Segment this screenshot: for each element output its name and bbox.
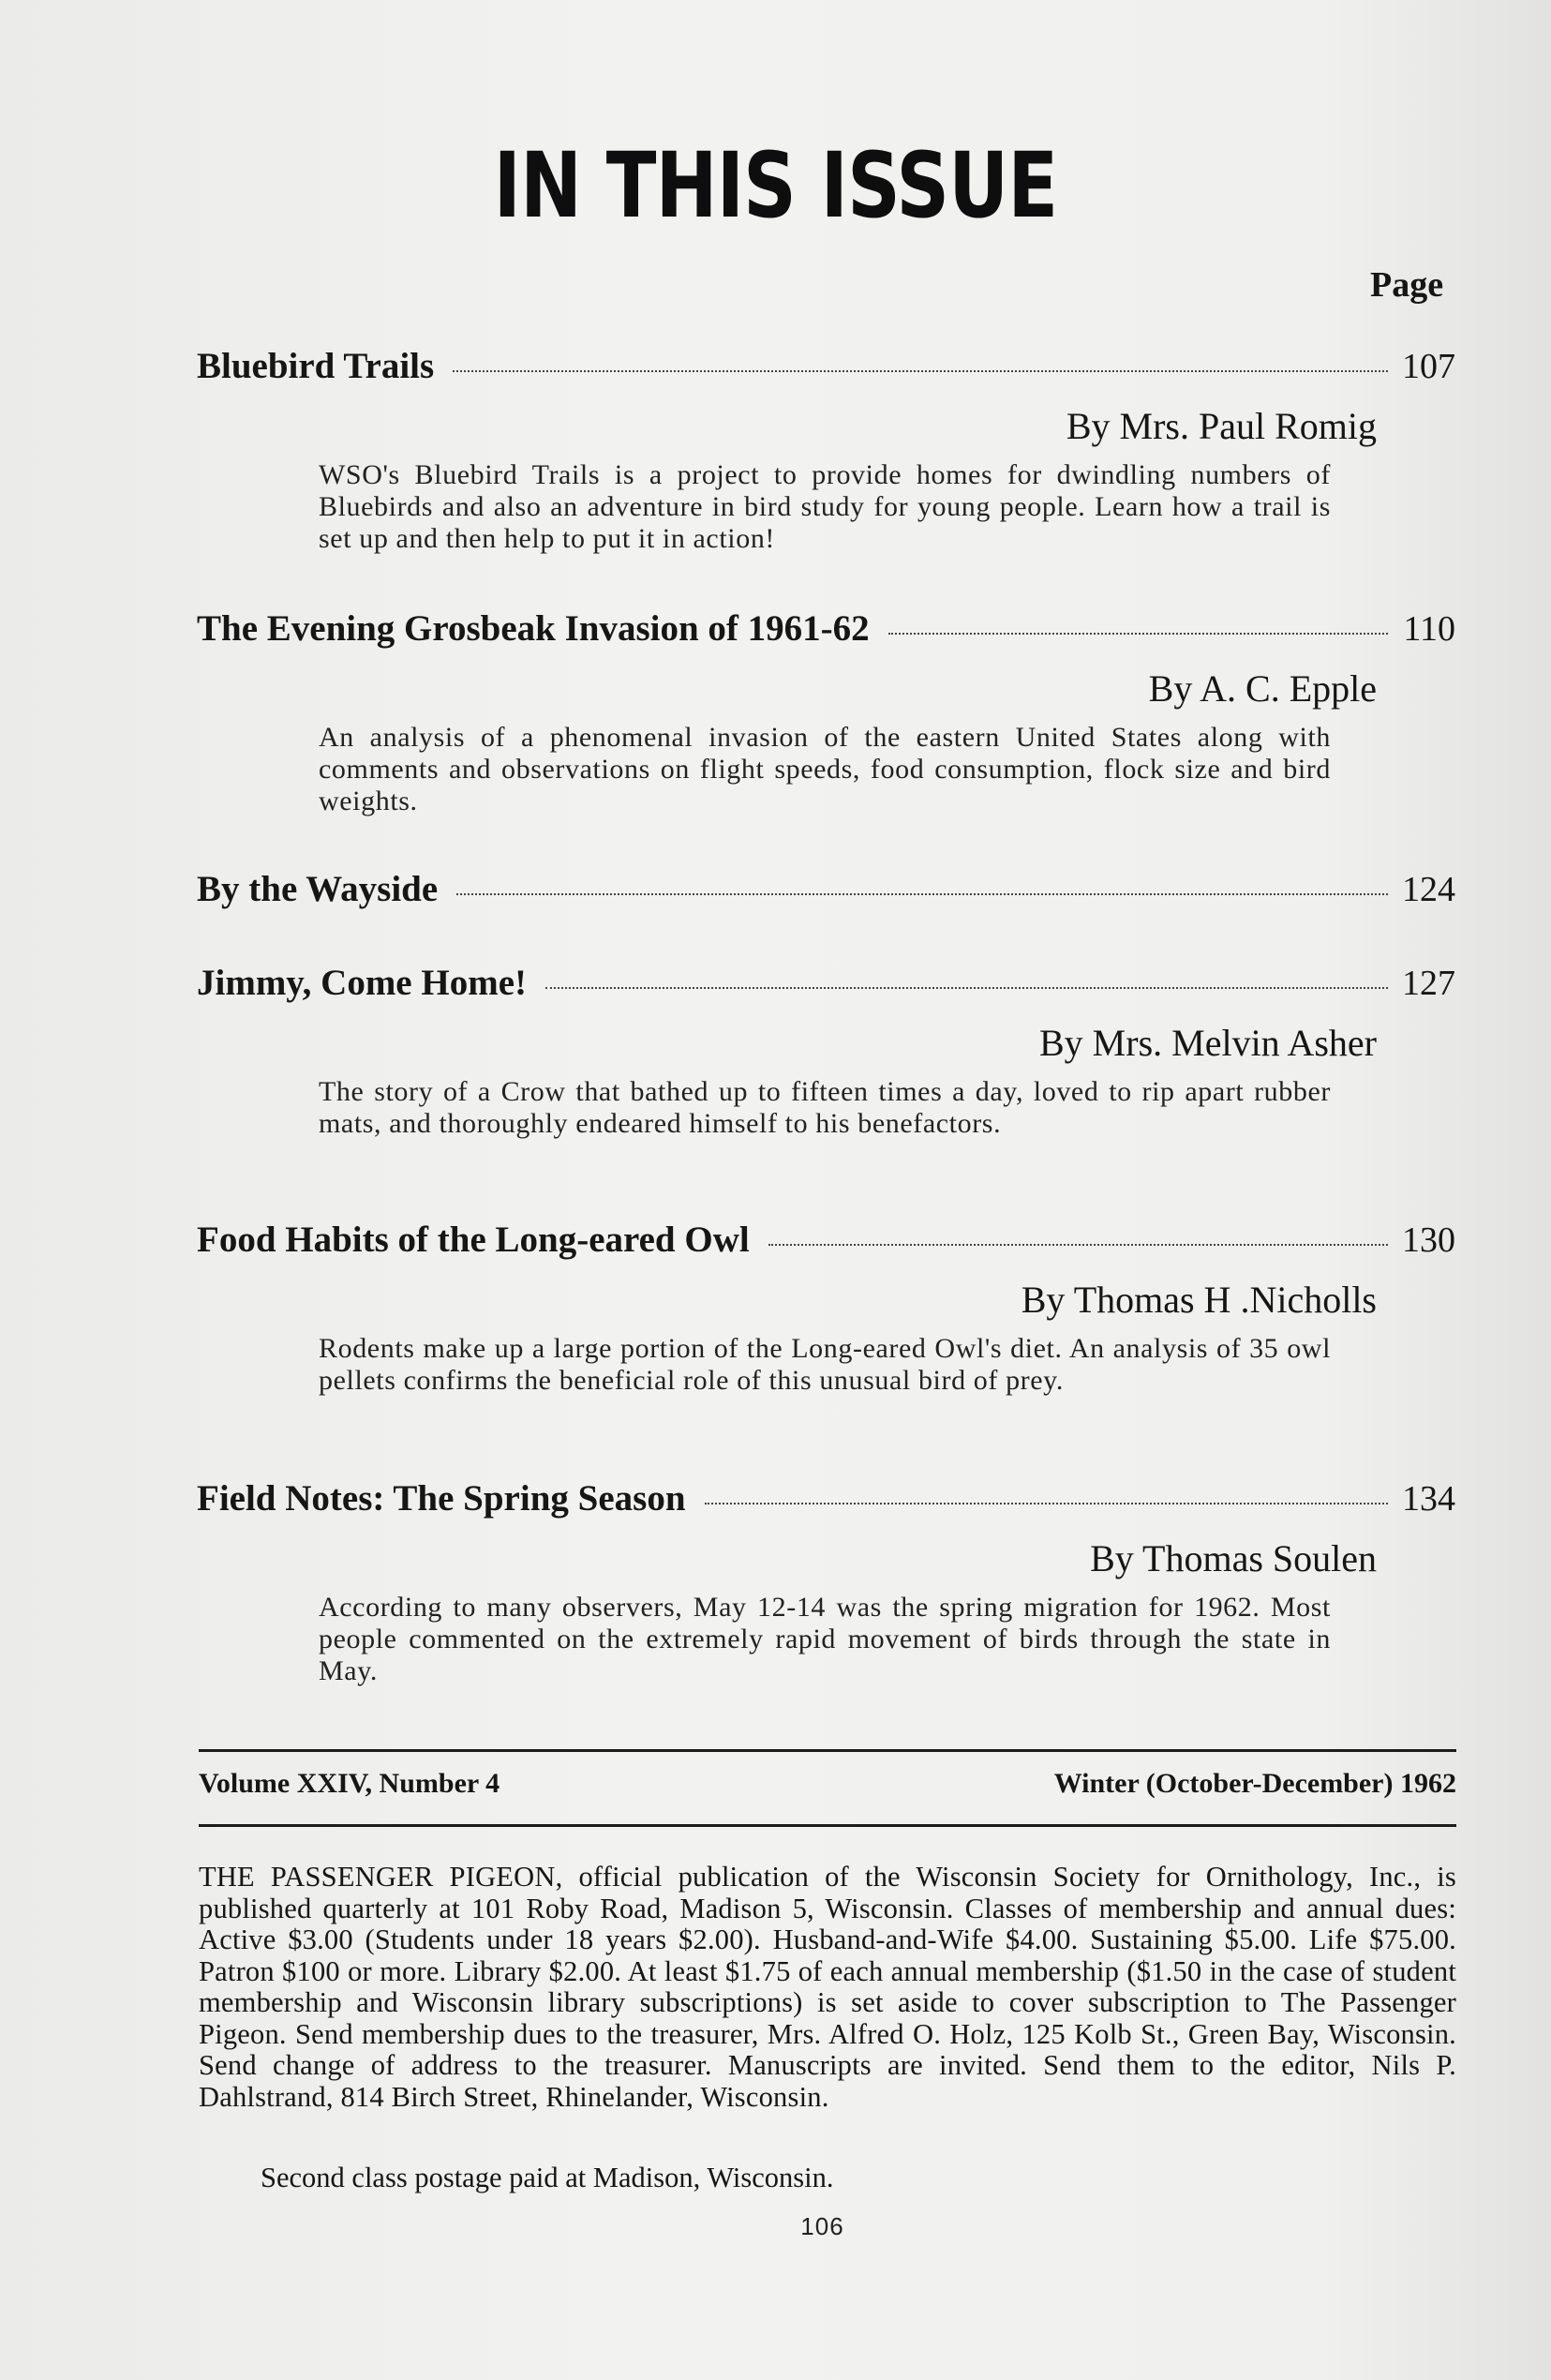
toc-line	[197, 1477, 1455, 1524]
toc-description: An analysis of a phenomenal invasion of the eastern United States along with comments and observations on flight speeds, food consumption, flock size and bird weights.	[319, 722, 1331, 816]
page-number: 106	[800, 2212, 844, 2240]
rule-bottom	[199, 1824, 1456, 1827]
dot-leader	[453, 370, 1388, 372]
toc-title[interactable]: Food Habits of the Long-eared Owl	[197, 1220, 750, 1260]
toc-description: The story of a Crow that bathed up to fifteen times a day, loved to rip apart rubber mats, and thoroughly endeared himself to his benefactors.	[319, 1076, 1331, 1139]
toc-entry-evening-grosbeak[interactable]	[197, 607, 1455, 817]
toc-page-number: 107	[1402, 347, 1455, 386]
toc-page-number: 127	[1402, 964, 1455, 1003]
toc-line	[197, 1219, 1455, 1265]
postage-note: Second class postage paid at Madison, Wisconsin.	[261, 2162, 834, 2193]
toc-author: By A. C. Epple	[1148, 667, 1377, 710]
toc-title[interactable]: Jimmy, Come Home!	[197, 963, 527, 1003]
page-title: IN THIS ISSUE	[493, 133, 1058, 238]
dot-leader	[705, 1503, 1388, 1504]
toc-entry-field-notes[interactable]	[197, 1477, 1455, 1687]
toc-title[interactable]: By the Wayside	[197, 869, 439, 909]
page-column-label: Page	[1370, 265, 1444, 305]
toc-author: By Mrs. Melvin Asher	[1039, 1022, 1377, 1064]
toc-description: WSO's Bluebird Trails is a project to provide homes for dwindling numbers of Bluebirds and also an adventure in bird study for young people. Learn how a trail is set up and then help to put it in action!	[319, 459, 1331, 554]
volume-number: Volume XXIV, Number 4	[199, 1768, 500, 1799]
toc-description: Rodents make up a large portion of the Long-eared Owl's diet. An analysis of 35 owl pellets confirms the beneficial role of this unusual bird of prey.	[319, 1333, 1331, 1396]
issue-season: Winter (October-December) 1962	[1053, 1768, 1456, 1799]
toc-entry-by-the-wayside[interactable]	[197, 868, 1455, 915]
toc-page-number: 130	[1402, 1220, 1455, 1260]
dot-leader	[545, 987, 1388, 989]
toc-title[interactable]: Field Notes: The Spring Season	[197, 1478, 686, 1519]
toc-entry-long-eared-owl[interactable]	[197, 1219, 1455, 1397]
rule-top	[199, 1749, 1456, 1752]
toc-author: By Thomas Soulen	[1090, 1537, 1377, 1579]
toc-description: According to many observers, May 12-14 was the spring migration for 1962. Most people commented on the extremely rapid movement of birds through the state in May.	[319, 1592, 1331, 1686]
issue-info-bar	[199, 1768, 1456, 1800]
toc-author: By Thomas H .Nicholls	[1021, 1279, 1377, 1321]
toc-entry-jimmy-come-home[interactable]	[197, 962, 1455, 1140]
toc-line	[197, 607, 1455, 654]
toc-title[interactable]: Bluebird Trails	[197, 346, 435, 386]
toc-line	[197, 345, 1455, 392]
toc-title[interactable]: The Evening Grosbeak Invasion of 1961-62	[197, 608, 870, 649]
toc-entry-bluebird-trails[interactable]	[197, 345, 1455, 555]
toc-page-number: 124	[1402, 870, 1455, 909]
toc-line	[197, 962, 1455, 1009]
toc-page-number: 110	[1403, 609, 1455, 649]
dot-leader	[888, 633, 1388, 635]
publication-info: THE PASSENGER PIGEON, official publication of the Wisconsin Society for Ornithology, Inc., is published quarterly at 101 Roby Road, Madison 5, Wisconsin. Classes of membership and annual dues: Active $3.00 (Students under 18 years $2.00). Husband-and-Wife $4.00. Sustaining $5.00. Life $75.00. Patron $100 or more. Library $2.00. At least $1.75 of each annual membership ($1.50 in the case of student membership and Wisconsin library subscriptions) is set aside to cover subscription to The Passenger Pigeon. Send membership dues to the treasurer, Mrs. Alfred O. Holz, 125 Kolb St., Green Bay, Wisconsin. Send change of address to the treasurer. Manuscripts are invited. Send them to the editor, Nils P. Dahlstrand, 814 Birch Street, Rhinelander, Wisconsin.	[199, 1861, 1456, 2113]
toc-author: By Mrs. Paul Romig	[1066, 405, 1377, 447]
toc-page-number: 134	[1402, 1479, 1455, 1519]
dot-leader	[456, 893, 1388, 895]
toc-line	[197, 868, 1455, 915]
dot-leader	[768, 1244, 1388, 1246]
